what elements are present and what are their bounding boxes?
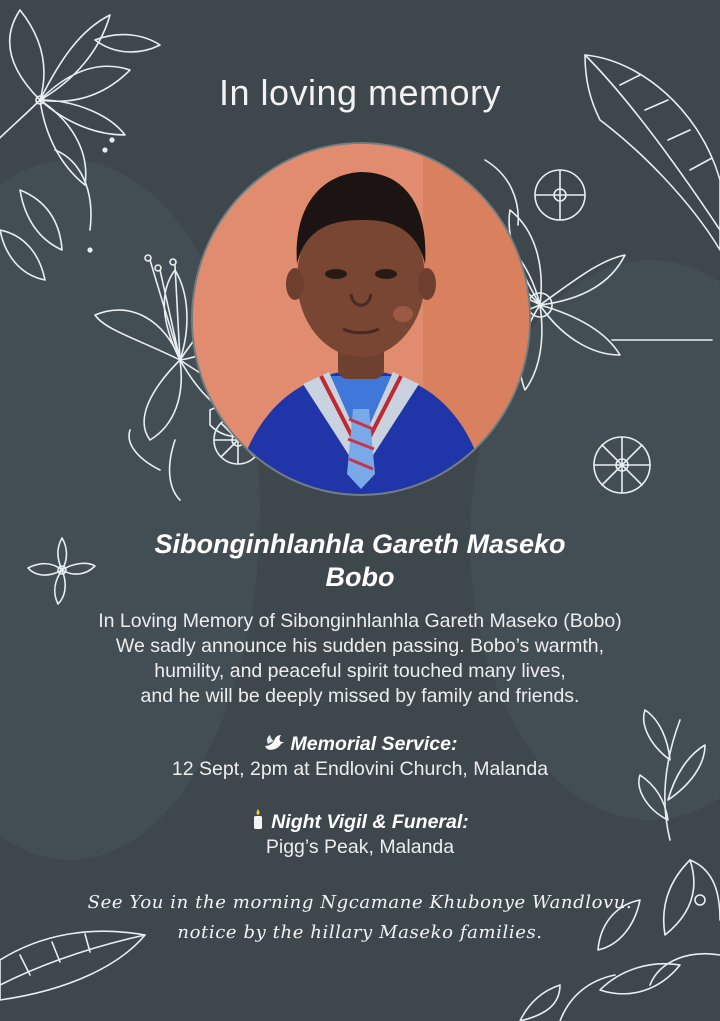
- vigil-heading: [0, 808, 720, 834]
- portrait-photo: [191, 142, 531, 496]
- memorial-service-label: Memorial Service:: [290, 733, 458, 755]
- memorial-message: [30, 609, 690, 709]
- message-line: We sadly announce his sudden passing. Bobo’s warmth,: [115, 635, 605, 657]
- message-line: In Loving Memory of Sibonginhlanhla Gareth Maseko (Bobo): [98, 610, 622, 632]
- message-line: and he will be deeply missed by family and friends.: [140, 685, 580, 707]
- page-title: In loving memory: [218, 72, 502, 113]
- small-flower-icon: [594, 437, 650, 493]
- vigil-label: Night Vigil & Funeral:: [271, 811, 469, 833]
- message-line: humility, and peaceful spirit touched many lives,: [154, 660, 566, 682]
- name-nickname: Bobo: [325, 562, 395, 592]
- dove-icon: [263, 734, 285, 752]
- memorial-service-heading: [0, 733, 720, 756]
- flower-icon: [0, 10, 160, 280]
- deceased-name: [0, 528, 720, 594]
- closing-line-1: See You in the morning Ngcamane Khubonye Wandlovu.: [87, 892, 633, 913]
- memorial-service-section: [0, 733, 720, 781]
- portrait-illustration: [193, 144, 529, 494]
- vigil-details: Pigg’s Peak, Malanda: [265, 836, 455, 858]
- candle-icon: [251, 808, 265, 830]
- vigil-section: [0, 808, 720, 859]
- memorial-service-details: 12 Sept, 2pm at Endlovini Church, Malanda: [171, 758, 549, 780]
- closing-line-2: notice by the hillary Maseko families.: [177, 922, 543, 943]
- name-full: Sibonginhlanhla Gareth Maseko: [154, 529, 566, 559]
